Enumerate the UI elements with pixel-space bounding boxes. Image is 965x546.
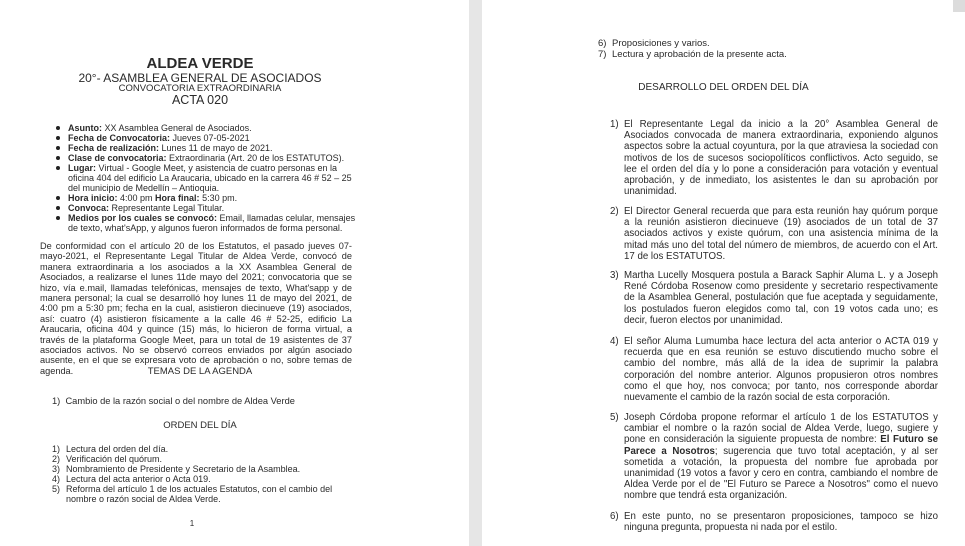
page-number: 1 — [189, 519, 195, 528]
details-list — [54, 123, 362, 233]
orden-heading: ORDEN DEL DÍA — [163, 420, 237, 431]
detail-medios: Medios por los cuales se convocó: Email, llamadas celular, mensajes de texto, what'sApp, y algunos fueron informados de forma personal. — [54, 213, 362, 233]
document-subtitle: 20°- ASAMBLEA GENERAL DE ASOCIADOS — [78, 71, 322, 85]
orden-item: 2) Verificación del quórum. — [52, 454, 163, 464]
desarrollo-item-5: Joseph Córdoba propone reformar el artículo 1 de los ESTATUTOS y cambiar el nombre o la razón social de Aldea Verde, luego, sugiere y pone en consideración la siguiente propuesta de nombre: El Futuro se Parece a Nosotros; sugerencia que tuvo total aceptación, y al ser sometida a votación, la propuesta del nombre fue aprobada por unanimidad (19 votos a favor y cero en contra, cambiando el nombre de Aldea Verde por el de "El Futuro se Parece a Nosotros" como el nuevo nombre que tendrá esta organización. — [624, 412, 938, 502]
temas-heading: TEMAS DE LA AGENDA — [147, 366, 253, 377]
desarrollo-heading: DESARROLLO DEL ORDEN DEL DÍA — [638, 82, 809, 93]
page-corner — [953, 0, 965, 12]
desarrollo-item-4: El señor Aluma Lumumba hace lectura del acta anterior o ACTA 019 y recuerda que en esa reunión se estuvo discutiendo mucho sobre el cambio del nombre, más allá de la idea de suprimir la palabra corporación del nombre anterior. Algunos propusieron otros nombres como el que hoy, nos convoca; por tanto, nos corresponde abordar nuevamente el cambio de la razón social de esta corporación. — [624, 336, 938, 404]
desarrollo-item-1: El Representante Legal da inicio a la 20° Asamblea General de Asociados convocada de manera extraordinaria, exponiendo algunos aspectos sobre la actual coyuntura, por la que atraviesa la sociedad con motivos de los de sucesos sociopolíticos conflictivos. Acto seguido, se lee el orden del día y lo pone a consideración para votación y eventual aprobación, y de inmediato, los asistentes le dan su aprobación por unanimidad. — [624, 119, 938, 198]
item-number: 5) — [610, 412, 619, 423]
orden-list — [52, 444, 362, 504]
item-number: 4) — [610, 336, 619, 347]
detail-lugar: Lugar: Virtual - Google Meet, y asistencia de cuatro personas en la oficina 404 del edificio La Araucaria, ubicado en la carrera 46 # 52 – 25 del municipio de Medellín – Antioquia. — [54, 163, 362, 193]
page-gutter — [469, 0, 482, 546]
intro-paragraph: De conformidad con el artículo 20 de los Estatutos, el pasado jueves 07-mayo-2021, el Representante Legal Titular de Aldea Verde, convocó de manera extraordinaria a los asociados a la XX Asamblea General de Asociados, a realizarse el lunes 11de mayo del 2021; convocatoria que se hizo, vía e.mail, llamadas telefónicas, mensajes de texto, What'sapp y de manera personal; la cual se desarrolló hoy lunes 11 de mayo del 2021, de 4:00 pm a 5:30 pm; fecha en la cual, asistieron diecinueve (19) asociados, así: cuatro (4) asistieron físicamente a la calle 46 # 52-25, edificio La Araucaria, oficina 404 y quince (15) más, lo hicieron de forma virtual, a través de la plataforma Google Meet, para un total de 19 asistentes de 37 asociados activos. No se observó correos enviados por algún asociado ausente, en el que se expresara voto de aprobación o no, sobre temas de agenda. — [40, 241, 352, 376]
orden-item: 5) Reforma del artículo 1 de los actuales Estatutos, con el cambio del nombre o razón social de Aldea Verde. — [52, 484, 333, 504]
detail-fecha-realizacion: Fecha de realización: Lunes 11 de mayo de 2021. — [54, 143, 362, 153]
detail-hora: Hora inicio: 4:00 pm Hora final: 5:30 pm. — [54, 193, 362, 203]
acta-number: ACTA 020 — [171, 93, 229, 107]
orden-item: 1) Lectura del orden del día. — [52, 444, 169, 454]
document-page-right — [482, 0, 965, 546]
desarrollo-item-2: El Director General recuerda que para esta reunión hay quórum porque a la reunión asistieron diecinueve (19) asociados de un total de 37 asociados activos y existe quórum, con una asistencia mínima de la mitad más uno del total del número de miembros, de acuerdo con el Art. 17 de los ESTATUTOS. — [624, 206, 938, 262]
detail-asunto: Asunto: XX Asamblea General de Asociados. — [54, 123, 362, 133]
temas-item: 1) Cambio de la razón social o del nombre de Aldea Verde — [52, 396, 295, 406]
orden-continued — [598, 39, 928, 60]
orden-item: 4) Lectura del acta anterior o Acta 019. — [52, 474, 211, 484]
orden-item: 6) Proposiciones y varios. — [598, 38, 710, 49]
detail-clase: Clase de convocatoria: Extraordinaria (Art. 20 de los ESTATUTOS). — [54, 153, 362, 163]
detail-fecha-convocatoria: Fecha de Convocatoria: Jueves 07-05-2021 — [54, 133, 362, 143]
desarrollo-item-6: En este punto, no se presentaron proposiciones, tampoco se hizo ninguna pregunta, propuesta ni nada por el estilo. — [624, 511, 938, 534]
orden-item: 3) Nombramiento de Presidente y Secretario de la Asamblea. — [52, 464, 301, 474]
desarrollo-item-3: Martha Lucelly Mosquera postula a Barack Saphir Aluma L. y a Joseph René Córdoba Rosenow como presidente y secretario respectivamente de la Asamblea General, postulación que fue aceptada y seguidamente, los postulados fueron elegidos como tal, con 19 votos cada uno; es decir, fueron electos por unanimidad. — [624, 270, 938, 326]
orden-item: 7) Lectura y aprobación de la presente acta. — [598, 48, 787, 60]
detail-convoca: Convoca: Representante Legal Titular. — [54, 203, 362, 213]
item-number: 2) — [610, 206, 619, 217]
document-title: ALDEA VERDE — [146, 55, 254, 72]
document-page-left — [0, 0, 469, 546]
convocatoria-type: CONVOCATORIA EXTRAORDINARIA — [118, 83, 282, 94]
item-number: 3) — [610, 270, 619, 281]
item-number: 1) — [610, 119, 619, 130]
item-number: 6) — [610, 511, 619, 522]
